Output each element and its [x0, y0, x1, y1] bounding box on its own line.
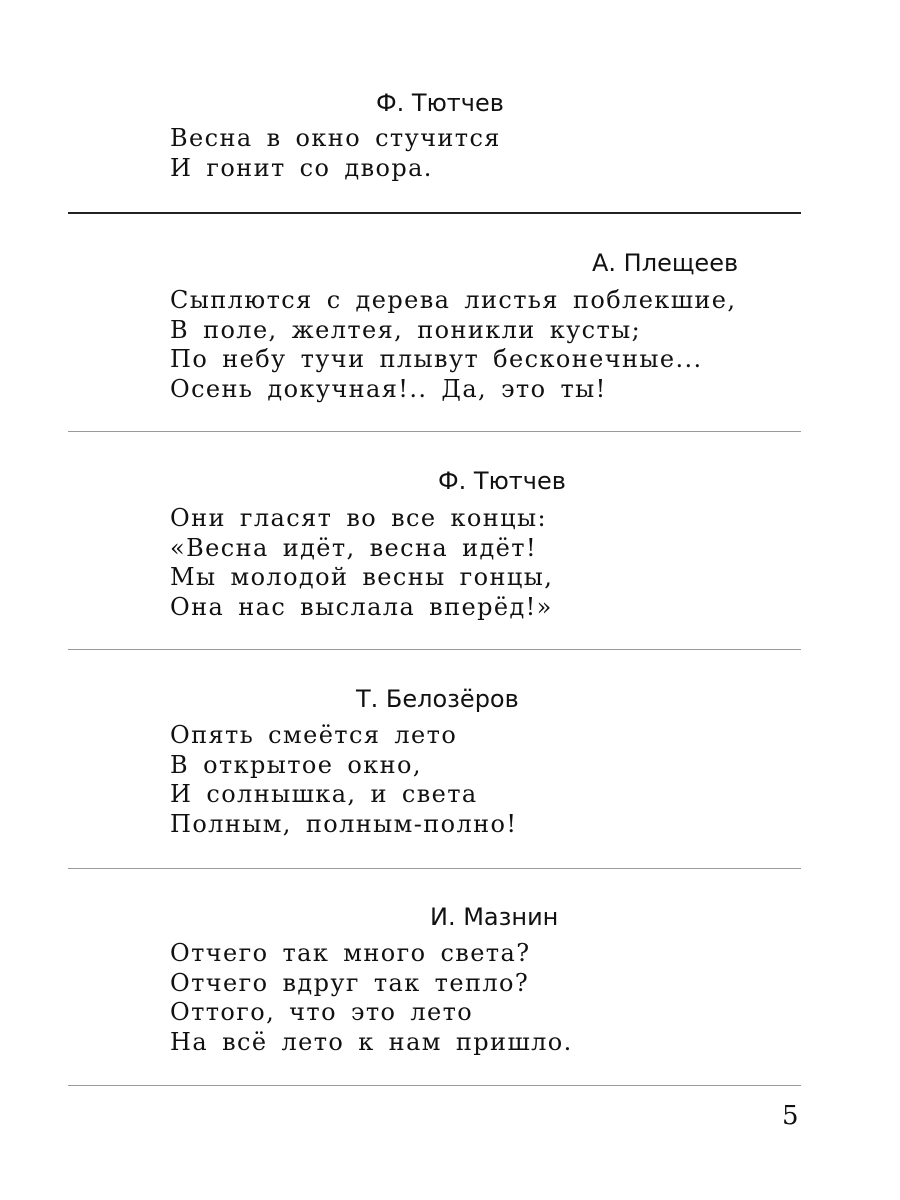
- poem-line: Осень докучная!.. Да, это ты!: [170, 374, 607, 403]
- section-divider: [68, 431, 801, 432]
- poem-text: [170, 504, 553, 622]
- poem-line: И гонит со двора.: [170, 153, 433, 182]
- poem-text: [170, 939, 573, 1057]
- poem-line: И солнышка, и света: [170, 780, 478, 808]
- poem-line: Полным, полным-полно!: [170, 809, 518, 838]
- poem-line: Мы молодой весны гонцы,: [170, 563, 554, 591]
- poem-author: Ф. Тютчев: [438, 467, 566, 495]
- poem-line: Отчего вдруг так тепло?: [170, 968, 530, 997]
- poem-line: Опять смеётся лето: [170, 721, 458, 749]
- poem-line: Отчего так много света?: [170, 939, 531, 967]
- poem-author: Т. Белозёров: [356, 685, 519, 713]
- poem-text: [170, 721, 517, 839]
- poem-author: А. Плещеев: [592, 249, 739, 277]
- section-divider: [68, 868, 801, 869]
- poem-line: В открытое окно,: [170, 750, 422, 779]
- poem-line: В поле, желтея, поникли кусты;: [170, 315, 642, 344]
- poem-line: «Весна идёт, весна идёт!: [170, 533, 537, 562]
- section-divider: [68, 649, 801, 650]
- poem-line: Оттого, что это лето: [170, 998, 474, 1026]
- section-divider: [68, 1085, 801, 1086]
- poem-text: [170, 124, 501, 183]
- poem-line: Они гласят во все концы:: [170, 504, 547, 532]
- page-number: 5: [782, 1101, 799, 1131]
- section-divider: [68, 212, 801, 214]
- poem-line: По небу тучи плывут бесконечные...: [170, 345, 703, 373]
- poem-line: На всё лето к нам пришло.: [170, 1027, 573, 1056]
- poem-line: Сыплются с дерева листья поблекшие,: [170, 286, 737, 314]
- poem-text: [170, 286, 736, 404]
- poem-line: Она нас выслала вперёд!»: [170, 592, 553, 621]
- poem-line: Весна в окно стучится: [170, 124, 501, 152]
- poem-author: Ф. Тютчев: [376, 89, 504, 117]
- poem-author: И. Мазнин: [430, 903, 559, 931]
